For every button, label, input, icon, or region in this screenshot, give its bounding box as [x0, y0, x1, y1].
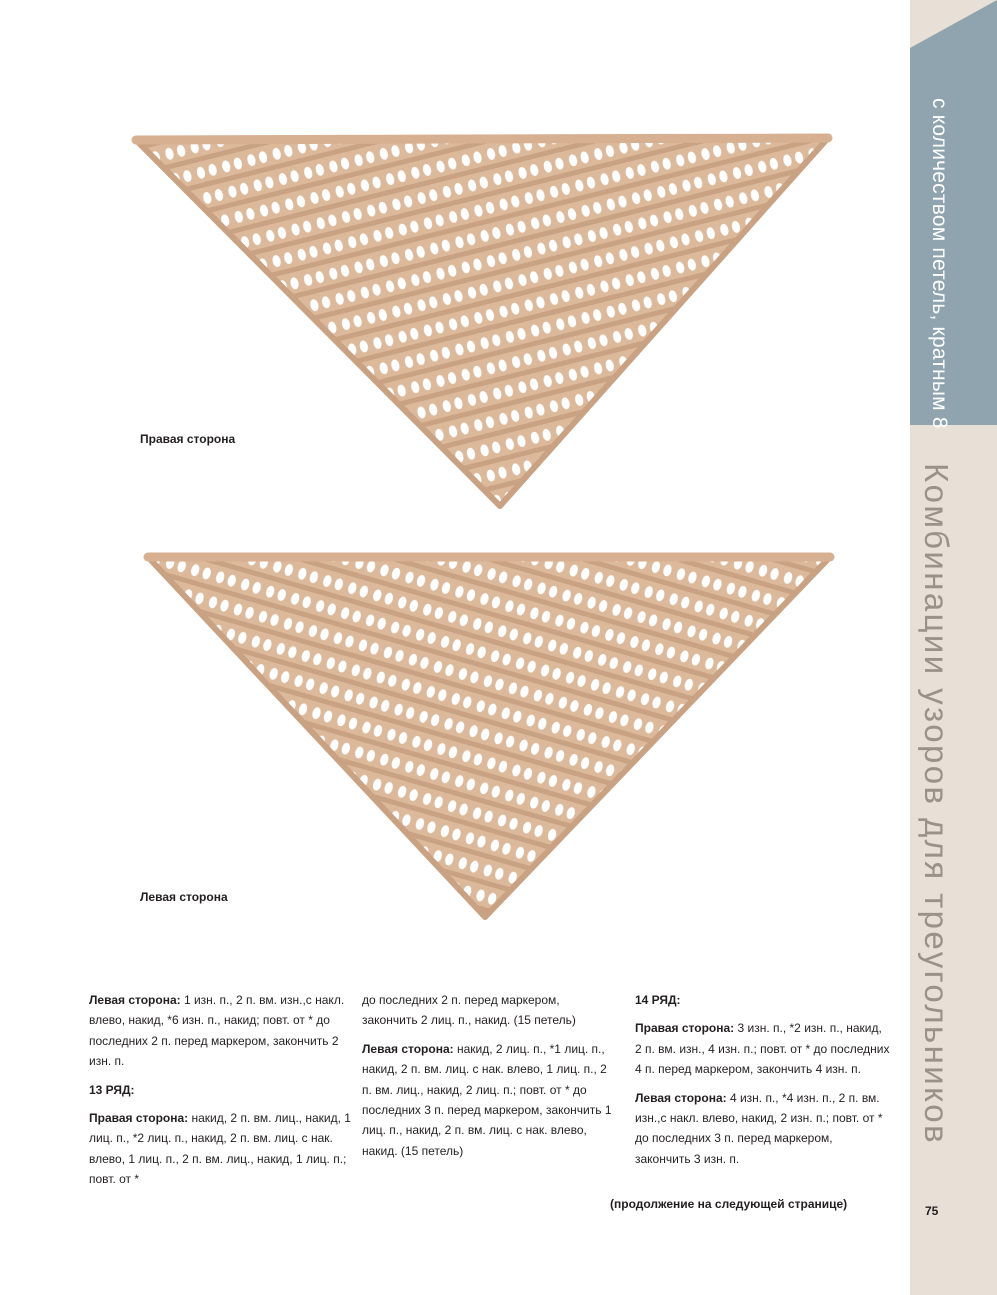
instruction-label: Правая сторона: [89, 1111, 189, 1126]
instruction-text: 3 изн. п., *2 изн. п., накид, 2 п. вм. изн., 4 изн. п.; повт. от * до последних 4 п. перед маркером, закончить 4 изн. п. [635, 1021, 890, 1077]
chapter-title: Комбинации узоров для треугольников [918, 463, 955, 1145]
swatch-left-side-photo [140, 545, 840, 925]
instruction-text: до последних 2 п. перед маркером, закончить 2 лиц. п., накид. (15 петель) [362, 993, 576, 1028]
instruction-text: 4 изн. п., *4 изн. п., 2 п. вм. изн.,с накл. влево, накид, 2 изн. п.; повт. от * до последних 3 п. перед маркером, закончить 3 изн. п. [635, 1090, 883, 1166]
instruction-text: накид, 2 лиц. п., *1 лиц. п., накид, 2 п. вм. лиц. с нак. влево, 1 лиц. п., 2 п. вм. лиц., накид, 2 лиц. п.; повт. от * до последних 3 п. перед маркером, закончить 1 лиц. п., накид, 2 п. вм. лиц. с нак. влево, накид. (15 петель) [362, 1041, 612, 1158]
instruction-paragraph [362, 990, 617, 1031]
swatch-right-side-photo [128, 128, 838, 513]
instruction-text: накид, 2 п. вм. лиц., накид, 1 лиц. п., *2 лиц. п., накид, 2 п. вм. лиц. с нак. влево, 1 лиц. п., 2 п. вм. лиц., накид, 1 лиц. п.; повт. от * [89, 1111, 351, 1187]
instruction-column-1 [89, 990, 354, 1198]
row-heading-14: 14 РЯД: [635, 993, 681, 1007]
instruction-label: Левая сторона: [635, 1090, 727, 1105]
instruction-paragraph [362, 1039, 617, 1161]
instruction-paragraph [89, 1108, 354, 1190]
caption-left-side: Левая сторона [140, 890, 228, 904]
instruction-text: 1 изн. п., 2 п. вм. изн.,с накл. влево, накид, *6 изн. п., накид; повт. от * до последних 2 п. перед маркером, закончить 2 изн. п. [89, 993, 345, 1069]
instruction-label: Левая сторона: [362, 1041, 454, 1056]
instruction-column-3 [635, 990, 890, 1177]
instruction-column-2 [362, 990, 617, 1169]
instruction-label: Правая сторона: [635, 1021, 735, 1036]
sidebar-corner-notch [910, 0, 997, 48]
instruction-paragraph [635, 1088, 890, 1170]
caption-right-side: Правая сторона [140, 432, 236, 446]
section-subtitle: с количеством петель, кратным 8 [928, 98, 951, 429]
instruction-paragraph [89, 990, 354, 1072]
instruction-label: Левая сторона: [89, 993, 181, 1007]
page-number: 75 [925, 1204, 939, 1218]
instruction-paragraph [635, 1018, 890, 1079]
sidebar-section-tab [910, 0, 997, 425]
row-heading-13: 13 РЯД: [89, 1082, 135, 1097]
continued-note: (продолжение на следующей странице) [610, 1197, 848, 1211]
